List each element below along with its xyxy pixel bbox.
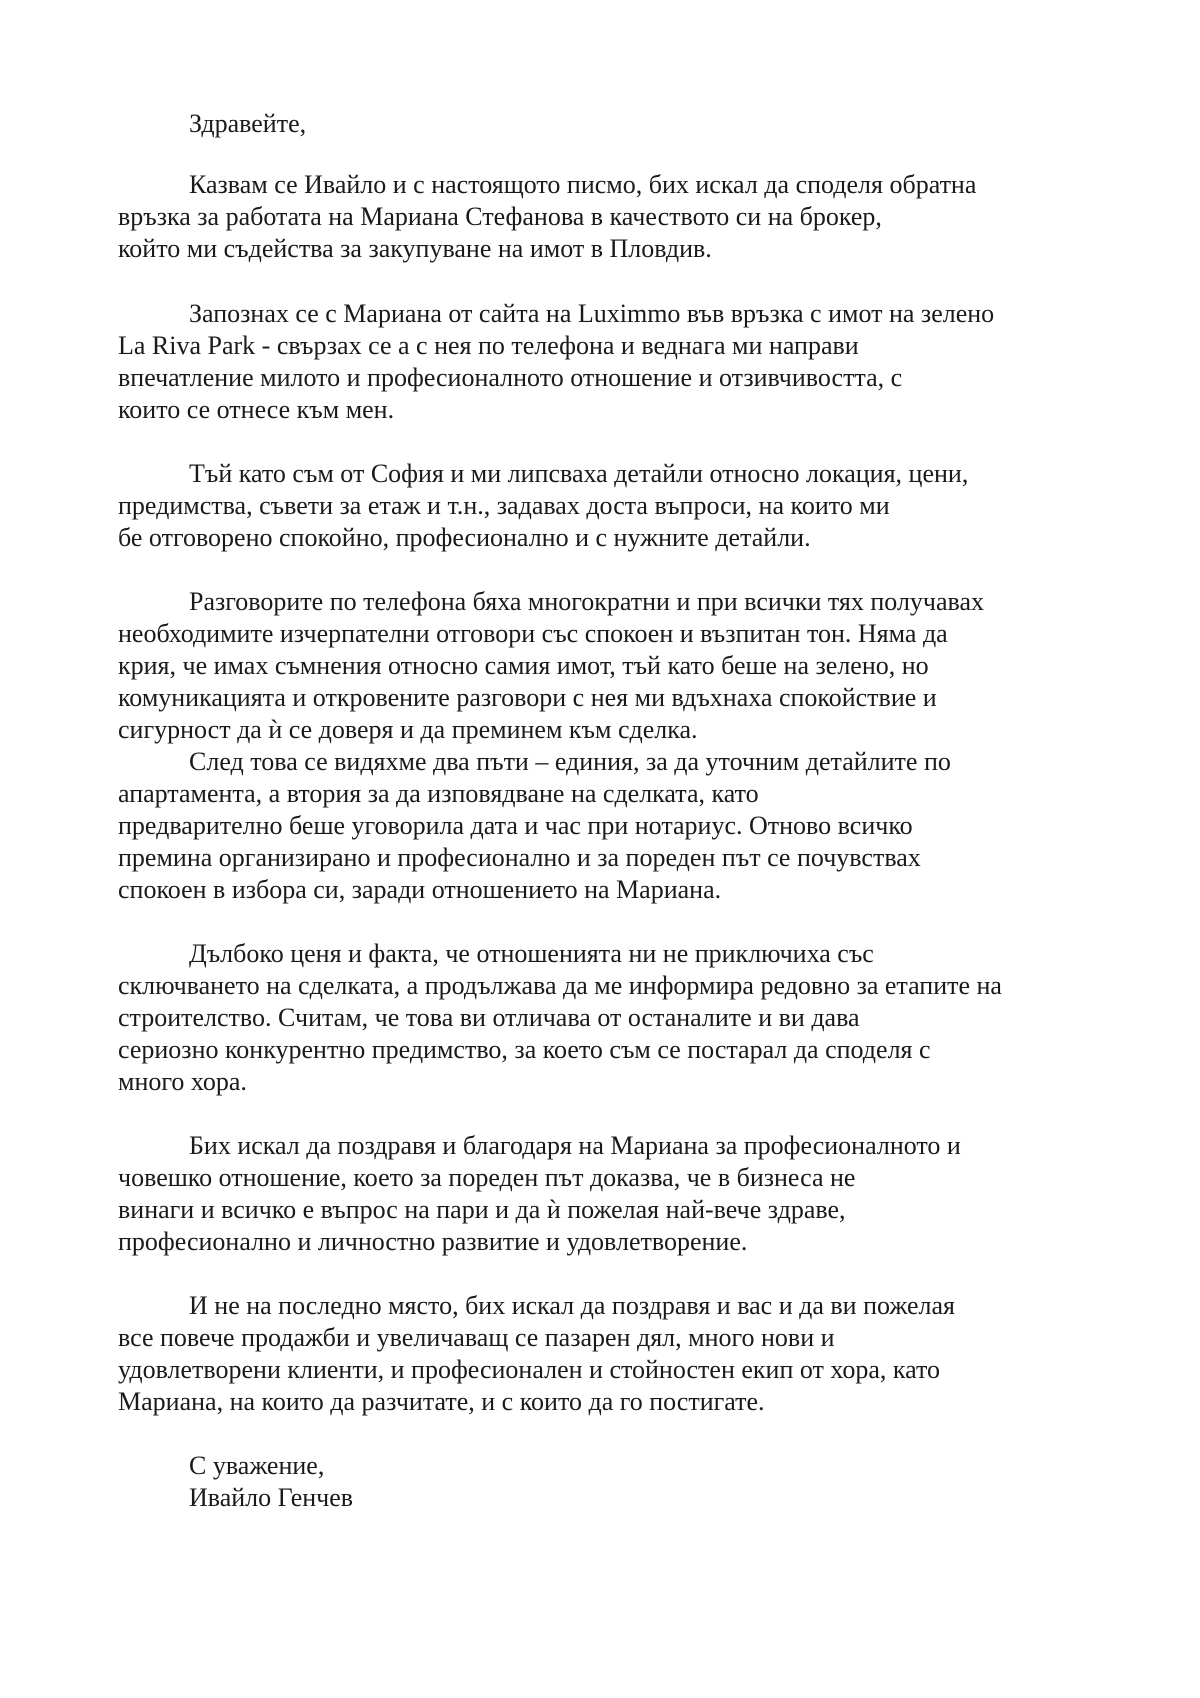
- text-line: Здравейте,: [189, 109, 307, 138]
- text-line: винаги и всичко е въпрос на пари и да ѝ пожелая най-вече здраве,: [118, 1195, 846, 1224]
- text-line: крия, че имах съмнения относно самия имот, тъй като беше на зелено, но: [118, 651, 929, 680]
- text-line: много хора.: [118, 1067, 247, 1096]
- text-line: сключването на сделката, а продължава да ме информира редовно за етапите на: [118, 971, 1002, 1000]
- text-line: И не на последно място, бих искал да поздравя и вас и да ви пожелая: [189, 1291, 955, 1320]
- text-line: Казвам се Ивайло и с настоящото писмо, бих искал да споделя обратна: [189, 170, 977, 199]
- text-line: спокоен в избора си, заради отношението на Мариана.: [118, 875, 722, 904]
- text-line: човешко отношение, което за пореден път доказва, че в бизнеса не: [118, 1163, 856, 1192]
- text-line: все повече продажби и увеличаващ се пазарен дял, много нови и: [118, 1323, 835, 1352]
- text-line: предимства, съвети за етаж и т.н., задавах доста въпроси, на които ми: [118, 491, 890, 520]
- text-line: впечатление милото и професионалното отношение и отзивчивостта, с: [118, 363, 903, 392]
- closing-line: С уважение,: [189, 1451, 325, 1480]
- text-line: La Riva Park - свързах се а с нея по телефона и веднага ми направи: [118, 331, 859, 360]
- text-line: След това се видяхме два пъти – единия, за да уточним детайлите по: [189, 747, 951, 776]
- text-line: комуникацията и откровените разговори с нея ми вдъхнаха спокойствие и: [118, 683, 937, 712]
- text-line: професионално и личностно развитие и удовлетворение.: [118, 1227, 748, 1256]
- text-line: бе отговорено спокойно, професионално и с нужните детайли.: [118, 523, 811, 552]
- text-line: необходимите изчерпателни отговори със спокоен и възпитан тон. Няма да: [118, 619, 948, 648]
- text-line: премина организирано и професионално и за пореден път се почувствах: [118, 843, 921, 872]
- text-line: сериозно конкурентно предимство, за което съм се постарал да споделя с: [118, 1035, 931, 1064]
- text-line: Мариана, на които да разчитате, и с които да го постигате.: [118, 1387, 765, 1416]
- text-line: удовлетворени клиенти, и професионален и стойностен екип от хора, като: [118, 1355, 941, 1384]
- text-line: апартамента, а втория за да изповядване на сделката, като: [118, 779, 759, 808]
- text-line: предварително беше уговорила дата и час при нотариус. Отново всичко: [118, 811, 913, 840]
- text-line: сигурност да ѝ се доверя и да преминем към сделка.: [118, 715, 698, 744]
- text-line: Дълбоко ценя и факта, че отношенията ни не приключиха със: [189, 939, 874, 968]
- text-line: Запознах се с Мариана от сайта на Luximmo във връзка с имот на зелено: [189, 299, 995, 328]
- signature-name: Ивайло Генчев: [189, 1483, 354, 1512]
- text-line: Тъй като съм от София и ми липсваха детайли относно локация, цени,: [189, 459, 969, 488]
- text-line: който ми съдейства за закупуване на имот в Пловдив.: [118, 234, 712, 263]
- text-line: строителство. Считам, че това ви отличава от останалите и ви дава: [118, 1003, 860, 1032]
- text-line: Бих искал да поздравя и благодаря на Мариана за професионалното и: [189, 1131, 961, 1160]
- text-line: връзка за работата на Мариана Стефанова в качеството си на брокер,: [118, 202, 882, 231]
- text-line: които се отнесе към мен.: [118, 395, 395, 424]
- text-line: Разговорите по телефона бяха многократни и при всички тях получавах: [189, 587, 985, 616]
